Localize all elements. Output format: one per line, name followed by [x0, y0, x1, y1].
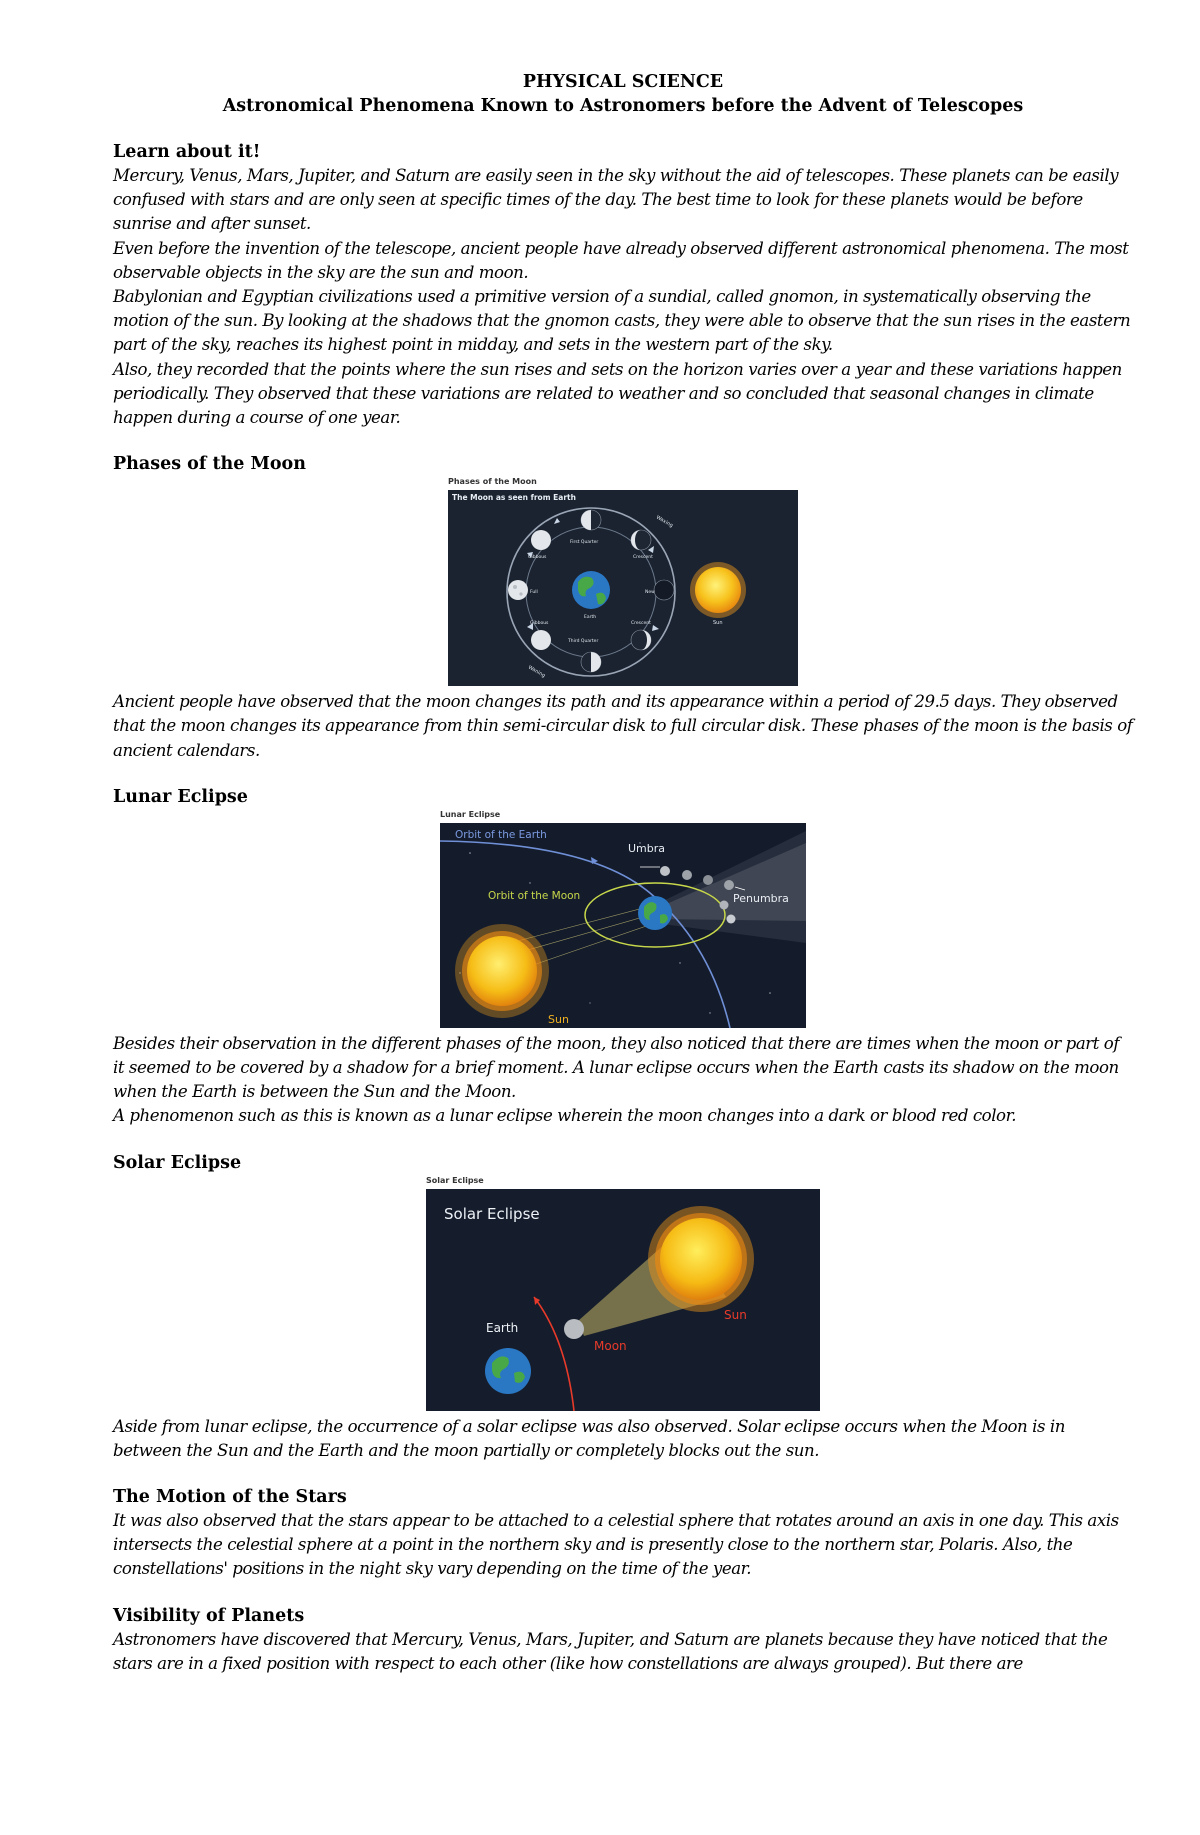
earth-icon [638, 896, 672, 930]
solar-diagram [426, 1189, 820, 1411]
stars-heading: The Motion of the Stars [113, 1487, 347, 1508]
planets-section [113, 1604, 1133, 1676]
lunar-diagram [440, 823, 806, 1028]
planets-heading: Visibility of Planets [113, 1605, 305, 1626]
solar-figure-caption: Solar Eclipse [426, 1175, 484, 1185]
label-crescent-bottom: Crescent [631, 621, 651, 627]
label-umbra: Umbra [628, 841, 666, 855]
earth-icon [572, 571, 610, 609]
label-orbit-earth: Orbit of the Earth [455, 828, 547, 841]
sun-icon [648, 1206, 754, 1312]
document-title: PHYSICAL SCIENCE [522, 72, 724, 92]
learn-paragraph-1: Mercury, Venus, Mars, Jupiter, and Saturn are easily seen in the sky without the aid of telescopes. These planets can be easily confused with stars and are only seen at specific times of the day. The best time to look for these planets would be before sunrise and after sunset. [113, 166, 1119, 234]
stars-section [113, 1485, 1133, 1582]
sun-icon [690, 562, 746, 618]
solar-section [113, 1151, 1133, 1463]
learn-section [113, 140, 1133, 430]
lunar-paragraph-1: Besides their observation in the different phases of the moon, they also noticed that there are times when the moon or part of it seemed to be covered by a shadow for a brief moment. A lunar eclipse occurs when the Earth casts its shadow on the moon when the Earth is between the Sun and the Moon. [113, 1033, 1120, 1102]
label-moon: Moon [594, 1338, 627, 1353]
moon-first-quarter [581, 510, 601, 530]
moon-gibbous-bottom [530, 630, 551, 650]
lunar-heading: Lunar Eclipse [113, 786, 248, 807]
moon-new [654, 580, 674, 600]
earth-icon [485, 1348, 531, 1394]
solar-text: Aside from lunar eclipse, the occurrence of a solar eclipse was also observed. Solar eclipse occurs when the Moon is in between the Sun and the Earth and the moon partially or completely blocks out the sun. [113, 1416, 1065, 1460]
lunar-figure [440, 809, 806, 1032]
planets-text: Astronomers have discovered that Mercury, Venus, Mars, Jupiter, and Saturn are planets because they have noticed that the stars are in a fixed position with respect to each other (like how constellations are always grouped). But there are [113, 1629, 1108, 1673]
phases-section [113, 452, 1133, 763]
solar-heading: Solar Eclipse [113, 1152, 242, 1173]
label-sun: Sun [713, 620, 723, 627]
learn-paragraph-2: Even before the invention of the telescope, ancient people have already observed different astronomical phenomena. The most observable objects in the sky are the sun and moon. [113, 238, 1129, 282]
label-full: Full [530, 590, 538, 596]
phases-inner-title: The Moon as seen from Earth [452, 493, 576, 503]
phases-heading: Phases of the Moon [113, 454, 306, 475]
sun-icon [455, 924, 549, 1018]
lunar-figure-caption: Lunar Eclipse [440, 809, 501, 819]
label-gibbous-top: Gibbous [528, 555, 547, 561]
learn-heading: Learn about it! [113, 142, 261, 162]
label-waning: Waning [527, 664, 547, 680]
moon-crescent-bottom [631, 630, 651, 650]
learn-paragraph-4: Also, they recorded that the points where the sun rises and sets on the horizon varies over a year and these variations happen periodically. They observed that these variations are related to weather and so concluded that seasonal changes in climate happen during a course of one year. [113, 359, 1122, 428]
phases-text: Ancient people have observed that the moon changes its path and its appearance within a period of 29.5 days. They observed that the moon changes its appearance from thin semi-circular disk to full circular disk. These phases of the moon is the basis of ancient calendars. [113, 692, 1133, 760]
label-third-quarter: Third Quarter [568, 639, 599, 645]
label-sun: Sun [724, 1307, 747, 1322]
label-waxing: Waxing [655, 514, 674, 530]
phases-figure-caption: Phases of the Moon [448, 477, 537, 487]
label-sun: Sun [548, 1012, 569, 1026]
label-earth: Earth [584, 615, 597, 621]
label-penumbra: Penumbra [733, 891, 789, 905]
label-earth: Earth [486, 1320, 519, 1335]
phases-diagram [448, 490, 798, 686]
document-page [113, 70, 1133, 1676]
moon-crescent-top [631, 530, 651, 550]
phases-figure [448, 476, 798, 690]
document-subtitle: Astronomical Phenomena Known to Astronomers before the Advent of Telescopes [222, 96, 1024, 116]
solar-figure [426, 1175, 820, 1415]
moon-third-quarter [581, 652, 601, 672]
label-orbit-moon: Orbit of the Moon [488, 889, 581, 902]
solar-inner-title: Solar Eclipse [444, 1204, 540, 1223]
lunar-section [113, 785, 1133, 1129]
stars-text: It was also observed that the stars appear to be attached to a celestial sphere that rotates around an axis in one day. This axis intersects the celestial sphere at a point in the northern sky and is presently close to the northern star, Polaris. Also, the constellations' positions in the night sky vary depending on the time of the year. [113, 1511, 1119, 1579]
moon-icon [564, 1319, 584, 1339]
label-crescent-top: Crescent [633, 555, 653, 561]
label-first-quarter: First Quarter [570, 540, 599, 546]
learn-paragraph-3: Babylonian and Egyptian civilizations used a primitive version of a sundial, called gnomon, in systematically observing the motion of the sun. By looking at the shadows that the gnomon casts, they were able to observe that the sun rises in the eastern part of the sky, reaches its highest point in midday, and sets in the western part of the sky. [113, 287, 1131, 355]
lunar-paragraph-2: A phenomenon such as this is known as a lunar eclipse wherein the moon changes into a dark or blood red color. [113, 1106, 1017, 1126]
moon-gibbous-top [531, 530, 552, 550]
label-gibbous-bottom: Gibbous [530, 621, 549, 627]
moon-full [508, 580, 528, 600]
label-new: New [645, 590, 655, 596]
